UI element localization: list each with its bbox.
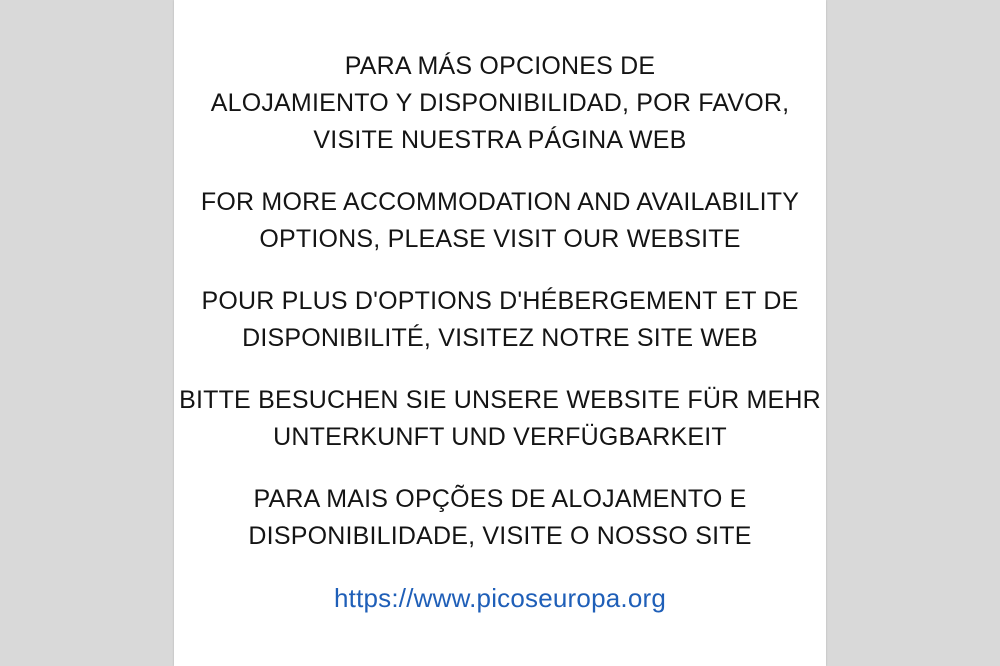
notice-line: DISPONIBILITÉ, VISITEZ NOTRE SITE WEB [242, 324, 758, 352]
notice-line: POUR PLUS D'OPTIONS D'HÉBERGEMENT ET DE [201, 287, 799, 315]
notice-line: ALOJAMIENTO Y DISPONIBILIDAD, POR FAVOR, [210, 89, 790, 117]
notice-portuguese [174, 481, 826, 555]
document-page [174, 0, 826, 666]
notice-line: PARA MAIS OPÇÕES DE ALOJAMENTO E [253, 485, 747, 513]
notice-line: DISPONIBILIDADE, VISITE O NOSSO SITE [248, 522, 752, 550]
notice-line: BITTE BESUCHEN SIE UNSERE WEBSITE FÜR MEHR [179, 386, 821, 414]
notice-german [174, 382, 826, 456]
notice-line: PARA MÁS OPCIONES DE [344, 52, 656, 80]
website-link[interactable]: https://www.picoseuropa.org [333, 583, 666, 613]
notice-spanish [174, 48, 826, 159]
multilingual-notice [174, 48, 826, 617]
notice-line: FOR MORE ACCOMMODATION AND AVAILABILITY [200, 188, 800, 216]
notice-french [174, 283, 826, 357]
notice-line: VISITE NUESTRA PÁGINA WEB [313, 126, 687, 154]
notice-line: UNTERKUNFT UND VERFÜGBARKEIT [273, 423, 727, 451]
notice-line: OPTIONS, PLEASE VISIT OUR WEBSITE [259, 225, 741, 253]
notice-english [174, 184, 826, 258]
